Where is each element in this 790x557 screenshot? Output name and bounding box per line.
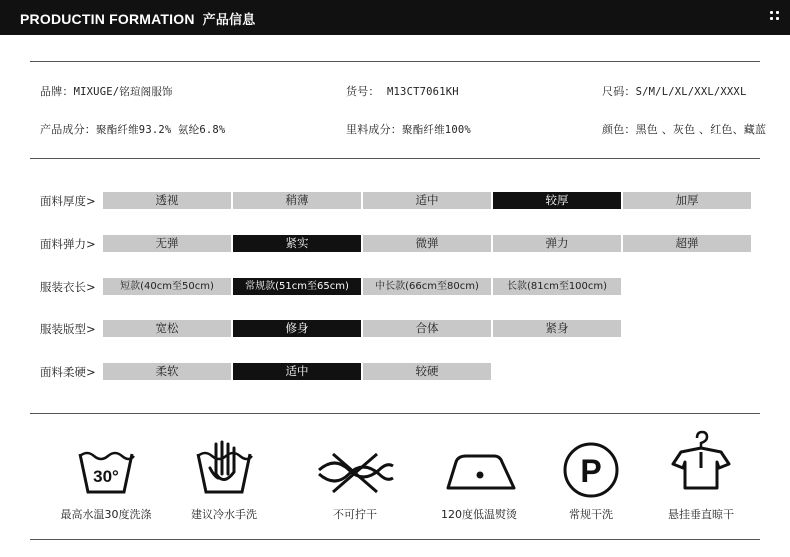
care-item bbox=[636, 430, 766, 520]
attribute-label: 面料柔硬> bbox=[40, 365, 96, 379]
attribute-option: 宽松 bbox=[103, 320, 231, 337]
header-title bbox=[20, 9, 255, 28]
care-item bbox=[414, 430, 544, 520]
attribute-option-selected: 较厚 bbox=[493, 192, 621, 209]
composition-info bbox=[40, 121, 225, 137]
wash-30-icon bbox=[76, 440, 136, 500]
divider bbox=[30, 158, 760, 159]
composition-value: 聚酯纤维93.2% 氨纶6.8% bbox=[96, 124, 226, 136]
sku-info bbox=[346, 83, 459, 99]
attribute-option: 加厚 bbox=[623, 192, 751, 209]
dots-grid-icon bbox=[768, 9, 782, 23]
size-value: S/M/L/XL/XXL/XXXL bbox=[635, 86, 747, 98]
care-label: 建议冷水手洗 bbox=[191, 508, 257, 521]
color-info bbox=[602, 121, 766, 137]
composition-label: 产品成分： bbox=[40, 123, 96, 136]
divider bbox=[30, 61, 760, 62]
care-label: 常规干洗 bbox=[569, 508, 613, 521]
lining-label: 里料成分： bbox=[346, 123, 402, 136]
brand-label: 品牌： bbox=[40, 85, 74, 98]
attribute-option: 透视 bbox=[103, 192, 231, 209]
sku-value: M13CT7061KH bbox=[387, 86, 459, 98]
hang-dry-icon bbox=[671, 430, 731, 490]
attribute-option: 超弹 bbox=[623, 235, 751, 252]
sku-label: 货号： bbox=[346, 85, 380, 98]
attribute-option-selected: 适中 bbox=[233, 363, 361, 380]
brand-info bbox=[40, 83, 173, 99]
dry-clean-letter: P bbox=[580, 453, 602, 489]
lining-info bbox=[346, 121, 471, 137]
divider bbox=[30, 413, 760, 414]
color-value: 黑色 、灰色 、红色、藏蓝 bbox=[635, 123, 767, 136]
iron-low-icon bbox=[442, 440, 522, 500]
brand-value: MIXUGE/铭瑄阁服饰 bbox=[73, 86, 173, 98]
attribute-label: 面料弹力> bbox=[40, 237, 96, 251]
no-wring-icon bbox=[315, 440, 395, 500]
attribute-label: 面料厚度> bbox=[40, 194, 96, 208]
header-title-en: PRODUCTIN FORMATION bbox=[20, 11, 195, 27]
care-item bbox=[290, 430, 420, 520]
size-info bbox=[602, 83, 746, 99]
care-item bbox=[159, 430, 289, 520]
care-label: 120度低温熨烫 bbox=[441, 508, 517, 521]
attribute-option: 柔软 bbox=[103, 363, 231, 380]
attribute-option-selected: 修身 bbox=[233, 320, 361, 337]
attribute-option: 中长款(66cm至80cm) bbox=[363, 278, 491, 295]
attribute-option: 弹力 bbox=[493, 235, 621, 252]
wash-temp-text: 30° bbox=[93, 467, 119, 486]
attribute-option-selected: 紧实 bbox=[233, 235, 361, 252]
attribute-label: 服装衣长> bbox=[40, 280, 96, 294]
attribute-label: 服装版型> bbox=[40, 322, 96, 336]
care-label: 不可拧干 bbox=[333, 508, 377, 521]
hand-wash-icon bbox=[194, 440, 254, 500]
dry-clean-p-icon bbox=[561, 440, 621, 500]
attribute-option: 短款(40cm至50cm) bbox=[103, 278, 231, 295]
size-label: 尺码： bbox=[602, 85, 636, 98]
attribute-option: 微弹 bbox=[363, 235, 491, 252]
divider bbox=[30, 539, 760, 540]
care-label: 悬挂垂直晾干 bbox=[668, 508, 734, 521]
attribute-option: 紧身 bbox=[493, 320, 621, 337]
color-label: 颜色： bbox=[602, 123, 636, 136]
attribute-option-selected: 常规款(51cm至65cm) bbox=[233, 278, 361, 295]
attribute-option: 无弹 bbox=[103, 235, 231, 252]
care-label: 最高水温30度洗涤 bbox=[60, 508, 152, 521]
header-title-zh: 产品信息 bbox=[202, 13, 256, 28]
attribute-option: 合体 bbox=[363, 320, 491, 337]
attribute-option: 长款(81cm至100cm) bbox=[493, 278, 621, 295]
attribute-option: 适中 bbox=[363, 192, 491, 209]
care-item bbox=[41, 430, 171, 520]
lining-value: 聚酯纤维100% bbox=[402, 124, 471, 136]
header-bar bbox=[0, 0, 790, 35]
attribute-option: 较硬 bbox=[363, 363, 491, 380]
attribute-option: 稍薄 bbox=[233, 192, 361, 209]
